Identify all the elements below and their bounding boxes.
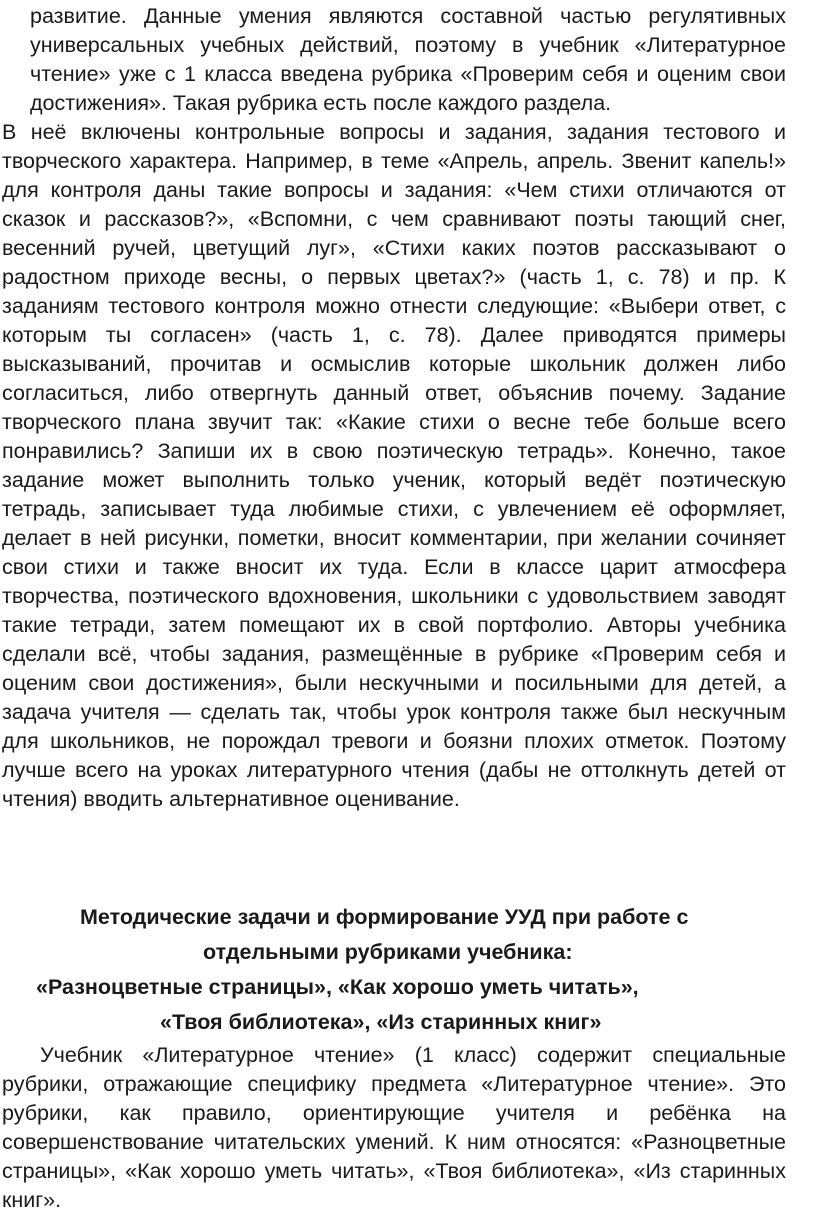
continuation-paragraph: развитие. Данные умения являются составной частью регулятивных универсальных учебных действий, поэтому в учебник «Литературное чтение» уже с 1 класса введена рубрика «Проверим себя и оценим свои достижения». Такая рубрика есть после каждого раздела. bbox=[30, 4, 786, 115]
section-heading-line-4: «Твоя библиотека», «Из старинных книг» bbox=[160, 1010, 602, 1034]
section-heading-line-3: «Разноцветные страницы», «Как хорошо уметь читать», bbox=[36, 975, 639, 999]
section-heading-line-2: отдельными рубриками учебника: bbox=[203, 940, 573, 964]
rubrics-paragraph: Учебник «Литературное чтение» (1 класс) содержит специальные рубрики, отражающие специфику предмета «Литературное чтение». Это рубрики, как правило, ориентирующие учителя и ребёнка на совершенствование читательских умений. К ним относятся: «Разноцветные страницы», «Как хорошо уметь читать», «Твоя библиотека», «Из старинных книг». bbox=[2, 1043, 786, 1212]
main-paragraph: В неё включены контрольные вопросы и задания, задания тестового и творческого характера. Например, в теме «Апрель, апрель. Звенит капель!» для контроля даны такие вопросы и задания: «Чем стихи отличаются от сказок и рассказов?», «Вспомни, с чем сравнивают поэты тающий снег, весенний ручей, цветущий луг», «Стихи каких поэтов рассказывают о радостном приходе весны, о первых цветах?» (часть 1, с. 78) и пр. К заданиям тестового контроля можно отнести следующие: «Выбери ответ, с которым ты согласен» (часть 1, с. 78). Далее приводятся примеры высказываний, прочитав и осмыслив которые школьник должен либо согласиться, либо отвергнуть данный ответ, объяснив почему. Задание творческого плана звучит так: «Какие стихи о весне тебе больше всего понравились? Запиши их в свою поэтическую тетрадь». Конечно, такое задание может выполнить только ученик, который ведёт поэтическую тетрадь, записывает туда любимые стихи, с увлечением её оформляет, делает в ней рисунки, пометки, вносит комментарии, при желании сочиняет свои стихи и также вносит их туда. Если в классе царит атмосфера творчества, поэтического вдохновения, школьники с удовольствием заводят такие тетради, затем помещают их в свой портфолио. Авторы учебника сделали всё, чтобы задания, размещённые в рубрике «Проверим себя и оценим свои достижения», были нескучными и посильными для детей, а задача учителя — сделать так, чтобы урок контроля также был нескучным для школьников, не порождал тревоги и боязни плохих отметок. Поэтому лучше всего на уроках литературного чтения (дабы не оттолкнуть детей от чтения) вводить альтернативное оценивание. bbox=[2, 120, 786, 811]
section-heading bbox=[0, 900, 816, 1040]
section-heading-line-1: Методические задачи и формирование УУД при работе с bbox=[80, 905, 689, 929]
